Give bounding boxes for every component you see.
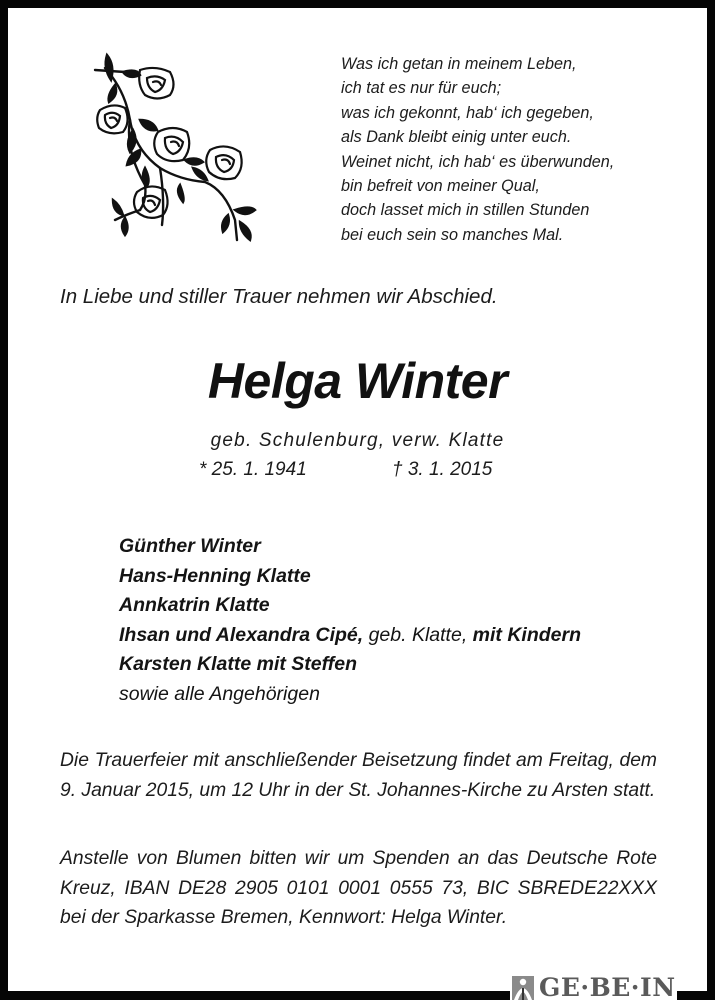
mourner-name-note: geb. Klatte,	[363, 623, 473, 646]
mourner-name	[119, 621, 581, 651]
birth-date: * 25. 1. 1941	[199, 459, 307, 480]
funeral-notice: Die Trauerfeier mit anschließender Beisetzung findet am Freitag, dem 9. Januar 2015, um 12 Uhr in der St. Johannes-Kirche zu Arsten statt.	[60, 750, 657, 801]
frame-border-bottom-right	[677, 991, 715, 1000]
poem-line: was ich gekonnt, hab‘ ich gegeben,	[341, 103, 594, 122]
poem	[341, 52, 614, 247]
mourners-relatives: sowie alle Angehörigen	[119, 682, 320, 705]
gebein-logo-text: GE·BE·IN	[539, 973, 676, 1002]
poem-line: ich tat es nur für euch;	[341, 79, 502, 98]
frame-border-left	[0, 0, 8, 1000]
roses-illustration-icon	[85, 50, 265, 245]
poem-line: bin befreit von meiner Qual,	[341, 177, 540, 196]
poem-line: als Dank bleibt einig unter euch.	[341, 128, 572, 147]
mourner-name-bold: Ihsan und Alexandra Cipé,	[119, 623, 364, 646]
poem-line: bei euch sein so manches Mal.	[341, 225, 564, 244]
donation-notice: Anstelle von Blumen bitten wir um Spenden an das Deutsche Rote Kreuz, IBAN DE28 2905 0101 0001 0555 73, BIC SBREDE22XXX bei der Sparkasse Bremen, Kennwort: Helga Winter.	[60, 848, 657, 928]
gebein-logo-icon	[512, 976, 534, 1000]
frame-border-bottom-left	[0, 991, 510, 1000]
mourner-name: Hans-Henning Klatte	[119, 564, 311, 587]
poem-line: Was ich getan in meinem Leben,	[341, 55, 577, 73]
maiden-name-line: geb. Schulenburg, verw. Klatte	[210, 430, 505, 451]
frame-border-top	[0, 0, 715, 8]
mourner-name: Günther Winter	[119, 535, 261, 557]
mourner-name: Annkatrin Klatte	[119, 594, 270, 616]
mourners-list	[119, 532, 581, 709]
frame-border-right	[707, 0, 715, 1000]
farewell-text: In Liebe und stiller Trauer nehmen wir Abschied.	[60, 285, 498, 308]
gebein-logo	[512, 970, 676, 1000]
death-date: † 3. 1. 2015	[392, 459, 493, 480]
poem-line: Weinet nicht, ich hab‘ es überwunden,	[341, 152, 615, 171]
deceased-name: Helga Winter	[207, 353, 508, 409]
poem-line: doch lasset mich in stillen Stunden	[341, 201, 590, 220]
mourner-name-bold: mit Kindern	[472, 623, 582, 646]
mourner-name: Karsten Klatte mit Steffen	[119, 653, 358, 675]
